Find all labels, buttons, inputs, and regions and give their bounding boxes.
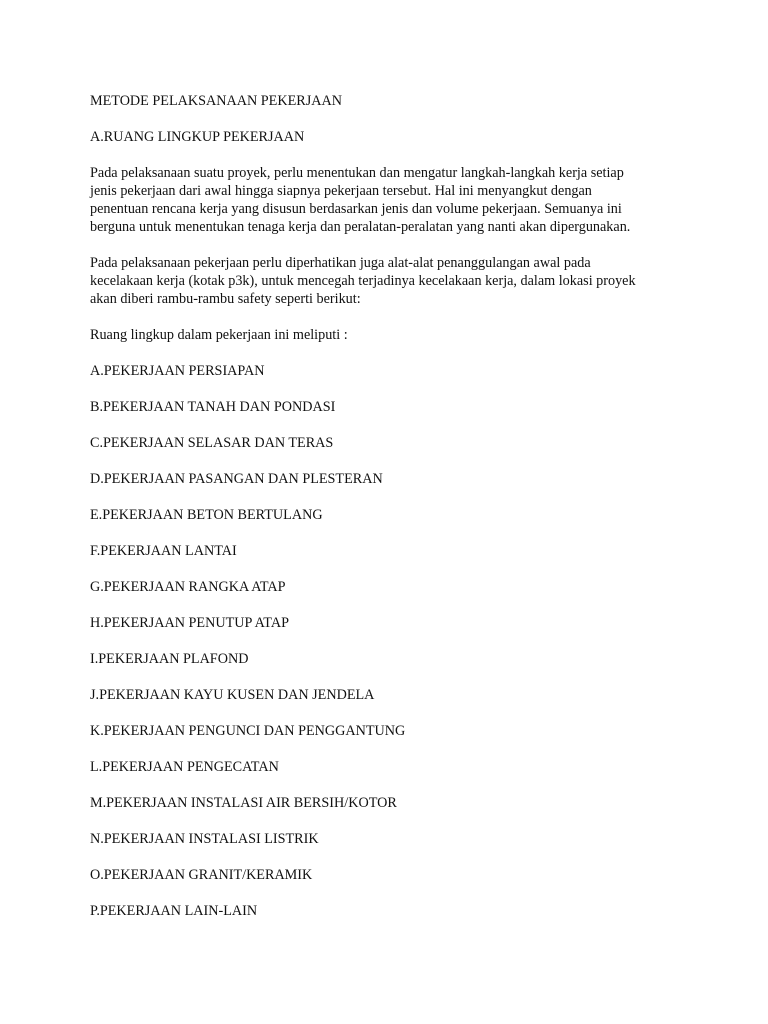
- list-item: M.PEKERJAAN INSTALASI AIR BERSIH/KOTOR: [90, 795, 397, 811]
- spacer: [90, 236, 690, 254]
- list-item: O.PEKERJAAN GRANIT/KERAMIK: [90, 867, 313, 883]
- list-item: P.PEKERJAAN LAIN-LAIN: [90, 903, 258, 919]
- paragraph-line: kecelakaan kerja (kotak p3k), untuk mencegah terjadinya kecelakaan kerja, dalam lokasi proyek: [90, 273, 636, 289]
- list-item: K.PEKERJAAN PENGUNCI DAN PENGGANTUNG: [90, 723, 406, 739]
- list-item: B.PEKERJAAN TANAH DAN PONDASI: [90, 399, 336, 415]
- list-item: G.PEKERJAAN RANGKA ATAP: [90, 579, 286, 595]
- paragraph-line: Pada pelaksanaan suatu proyek, perlu menentukan dan mengatur langkah-langkah kerja setiap: [90, 165, 624, 181]
- paragraph-line: Pada pelaksanaan pekerjaan perlu diperhatikan juga alat-alat penanggulangan awal pada: [90, 255, 591, 271]
- spacer: [90, 308, 690, 326]
- list-item: N.PEKERJAAN INSTALASI LISTRIK: [90, 831, 319, 847]
- list-item: F.PEKERJAAN LANTAI: [90, 543, 237, 559]
- scope-intro: Ruang lingkup dalam pekerjaan ini meliputi :: [90, 327, 348, 343]
- spacer: [90, 110, 690, 128]
- spacer: [90, 146, 690, 164]
- paragraph-line: penentuan rencana kerja yang disusun berdasarkan jenis dan volume pekerjaan. Semuanya ini: [90, 201, 622, 217]
- list-item: L.PEKERJAAN PENGECATAN: [90, 759, 279, 775]
- list-item: C.PEKERJAAN SELASAR DAN TERAS: [90, 435, 334, 451]
- paragraph-line: jenis pekerjaan dari awal hingga siapnya pekerjaan tersebut. Hal ini menyangkut dengan: [90, 183, 592, 199]
- list-item: I.PEKERJAAN PLAFOND: [90, 651, 249, 667]
- paragraph-2: [90, 254, 690, 308]
- scope-list: [90, 362, 690, 920]
- list-item: J.PEKERJAAN KAYU KUSEN DAN JENDELA: [90, 687, 375, 703]
- paragraph-line: berguna untuk menentukan tenaga kerja dan peralatan-peralatan yang nanti akan dipergunakan.: [90, 219, 631, 235]
- spacer: [90, 344, 690, 362]
- list-item: E.PEKERJAAN BETON BERTULANG: [90, 507, 323, 523]
- document-page: [90, 92, 690, 920]
- list-item: H.PEKERJAAN PENUTUP ATAP: [90, 615, 289, 631]
- document-title: METODE PELAKSANAAN PEKERJAAN: [90, 93, 342, 109]
- paragraph-1: [90, 164, 690, 236]
- list-item: D.PEKERJAAN PASANGAN DAN PLESTERAN: [90, 471, 383, 487]
- section-heading: A.RUANG LINGKUP PEKERJAAN: [90, 129, 305, 145]
- list-item: A.PEKERJAAN PERSIAPAN: [90, 363, 265, 379]
- paragraph-line: akan diberi rambu-rambu safety seperti berikut:: [90, 291, 361, 307]
